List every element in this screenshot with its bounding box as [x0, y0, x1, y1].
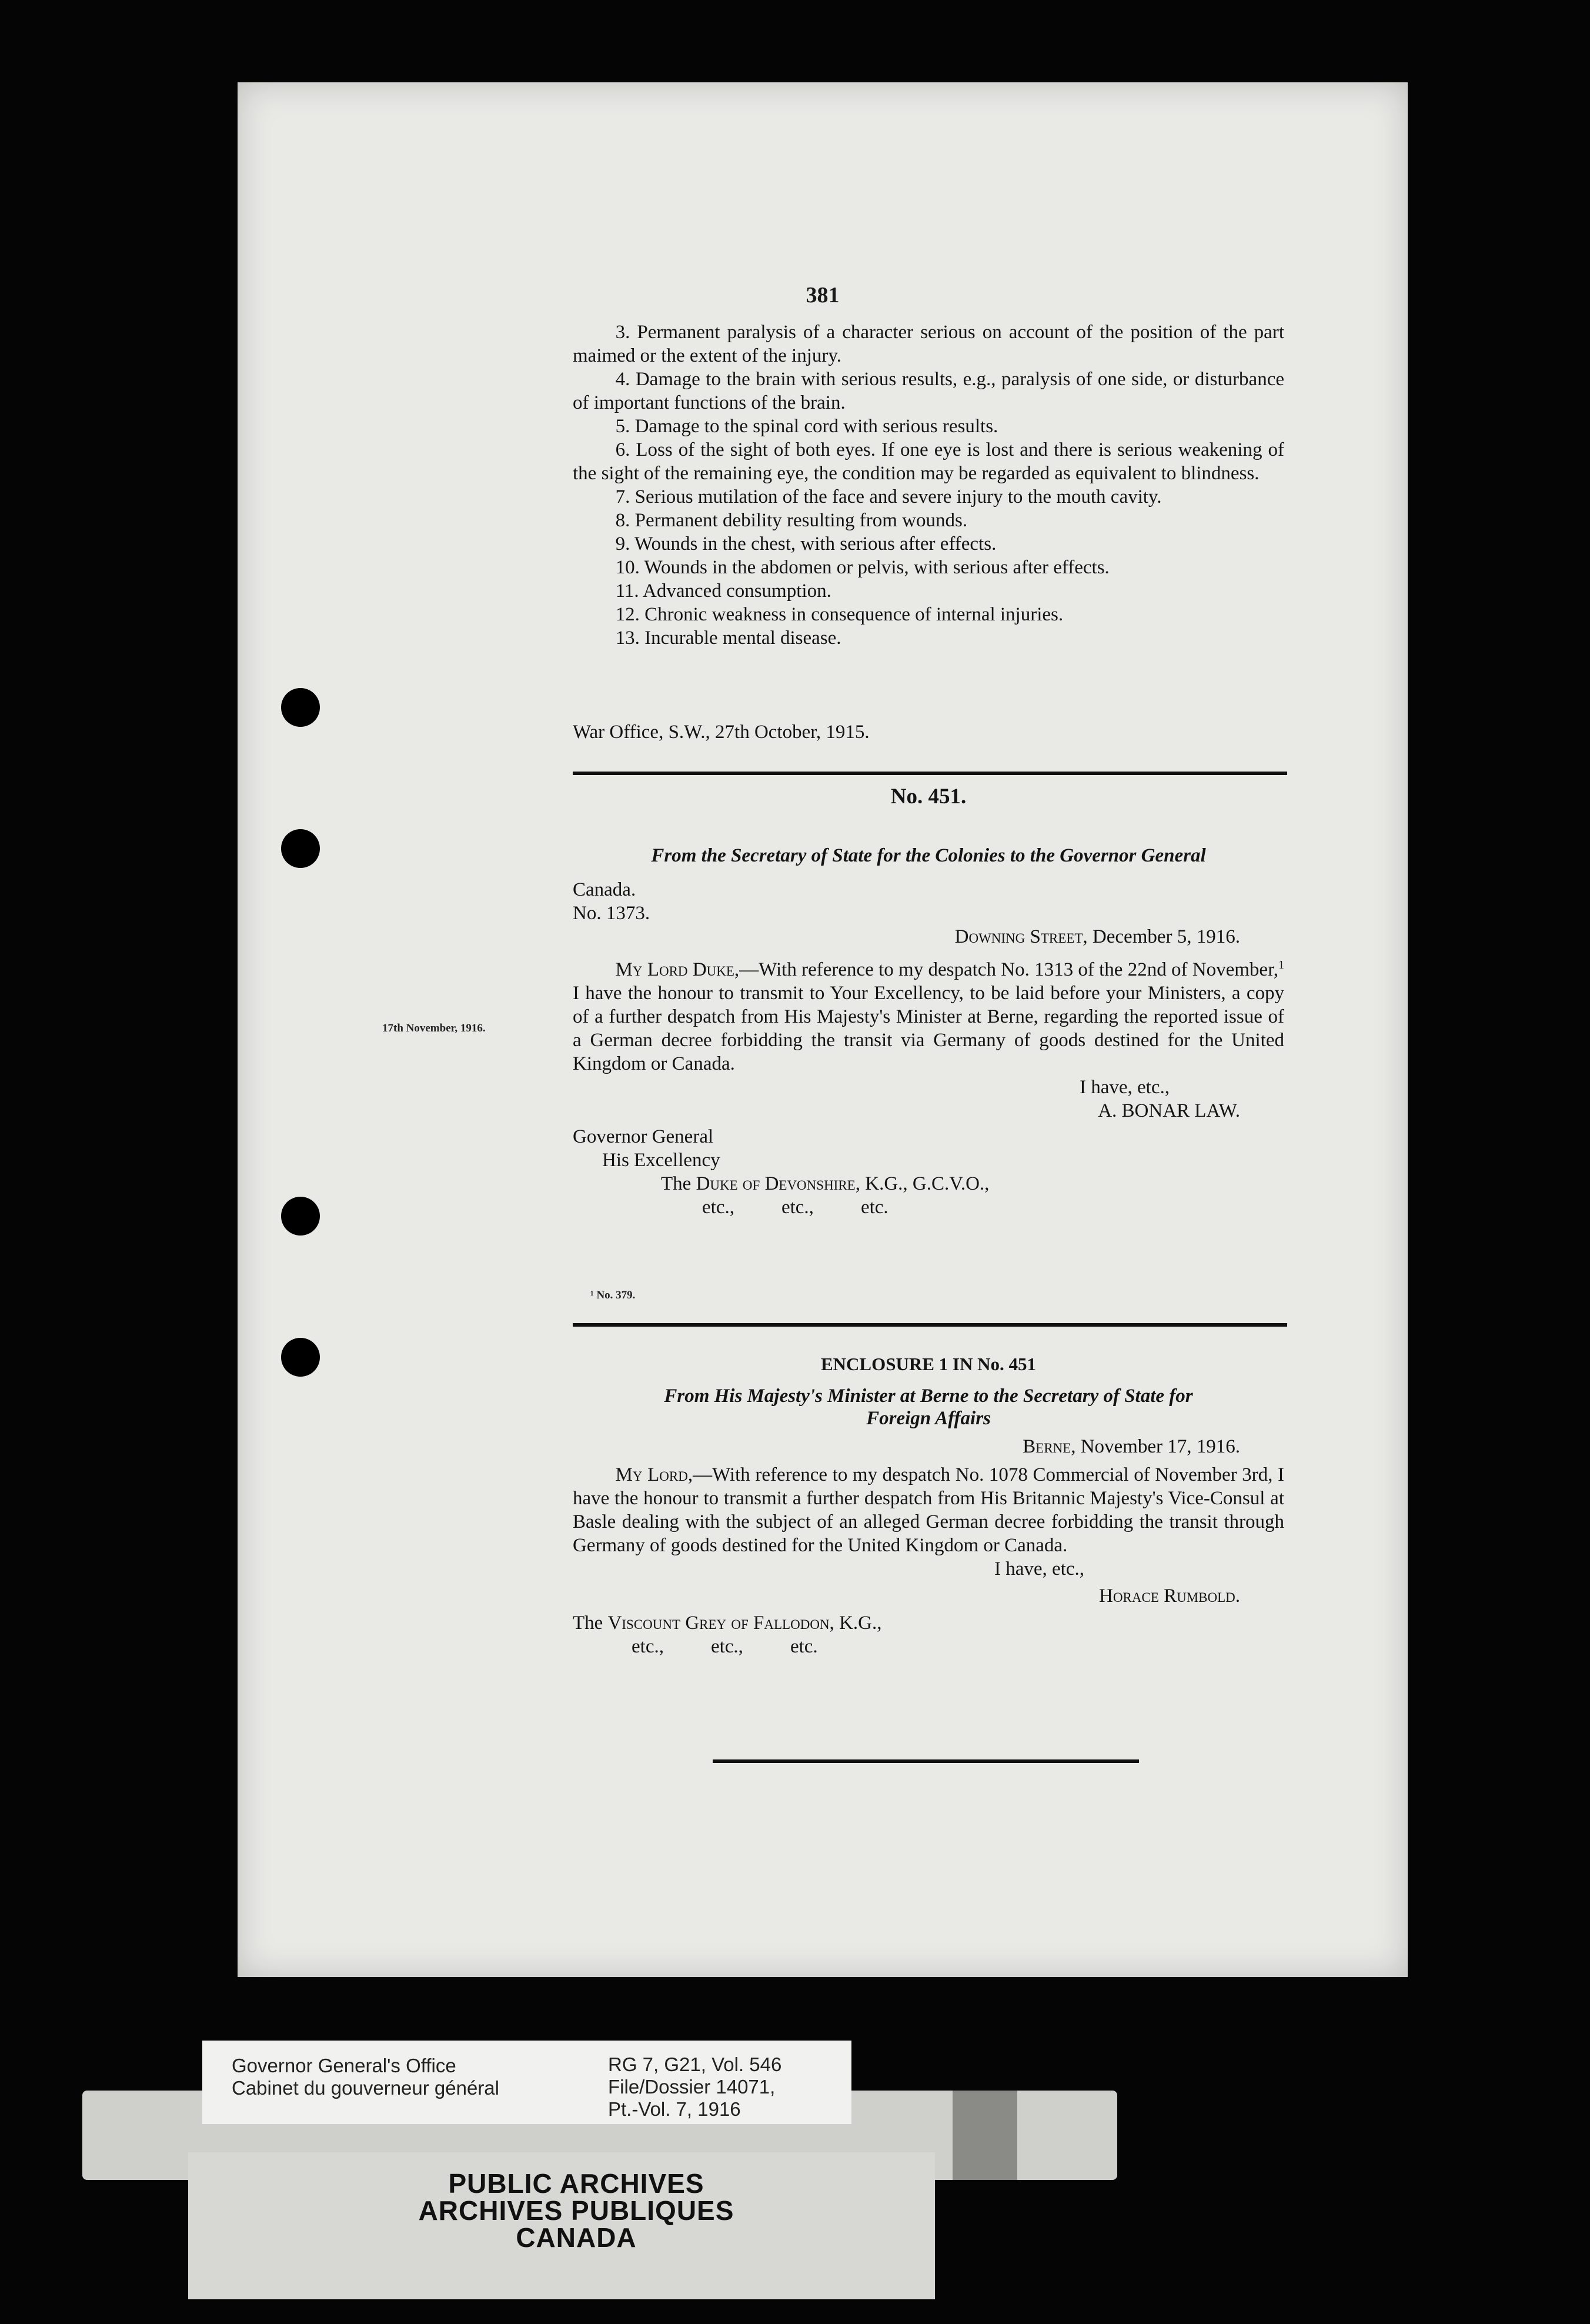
address-line: Governor General — [573, 1126, 714, 1147]
list-item: 5. Damage to the spinal cord with serious results. — [615, 416, 998, 437]
enclosure-title: Foreign Affairs — [866, 1408, 991, 1429]
war-office-line — [573, 720, 1284, 744]
body-part: —With reference to my despatch No. 1313 of the 22nd of November, — [739, 959, 1278, 980]
archive-reference-label — [202, 2041, 851, 2124]
list-item: 4. Damage to the brain with serious results, e.g., paralysis of one side, or disturbance of important functions of the brain. — [573, 369, 1284, 413]
stamp-line: PUBLIC ARCHIVES — [448, 2168, 704, 2199]
footnote: ¹ No. 379. — [590, 1289, 636, 1301]
list-item: 11. Advanced consumption. — [615, 580, 831, 602]
reference-numbers — [608, 2053, 781, 2121]
injury-list — [573, 320, 1284, 650]
list-item: 8. Permanent debility resulting from wounds. — [615, 510, 968, 531]
despatch-body — [573, 953, 1284, 1076]
margin-note: 17th November, 1916. — [382, 1022, 486, 1034]
footnote-marker: 1 — [1278, 959, 1284, 971]
reference-line: Pt.-Vol. 7, 1916 — [608, 2098, 741, 2120]
archive-stamp — [388, 2170, 764, 2251]
document-page — [238, 82, 1408, 1977]
closing: I have, etc., — [1080, 1077, 1170, 1098]
article: The — [573, 1612, 608, 1634]
etc: etc., — [710, 1636, 743, 1657]
label-strip-end — [953, 2091, 1017, 2180]
honours: K.G., G.C.V.O., — [860, 1173, 990, 1194]
end-divider — [713, 1759, 1139, 1763]
body-part: I have the honour to transmit to Your Excellency, to be laid before your Ministers, a copy of a further despatch from His Majesty's Minister at Berne, regarding the reported issue of a German decree forbidding the transit via Germany of goods destined for the United Kingdom or Canada. — [573, 983, 1284, 1074]
etc-line — [573, 1635, 1284, 1658]
stamp-line: CANADA — [516, 2222, 637, 2253]
despatch-date-line — [573, 925, 1284, 949]
etc-line — [573, 1196, 1284, 1219]
office-name-fr: Cabinet du gouverneur général — [232, 2077, 499, 2099]
etc: etc., — [702, 1197, 734, 1218]
address-line: His Excellency — [602, 1150, 720, 1171]
section-divider — [573, 772, 1287, 775]
punch-hole — [281, 829, 320, 868]
punch-hole — [281, 688, 320, 727]
recipient-number: No. 1373. — [573, 903, 650, 924]
list-item: 12. Chronic weakness in consequence of internal injuries. — [615, 604, 1064, 625]
address-name-line — [573, 1172, 1284, 1196]
place: Berne, — [1023, 1436, 1076, 1457]
etc: etc., — [781, 1197, 814, 1218]
place: Downing Street, — [954, 926, 1088, 947]
punch-hole — [281, 1197, 320, 1236]
signature: A. BONAR LAW. — [1098, 1100, 1240, 1121]
article: The — [661, 1173, 696, 1194]
enclosure-date-line — [573, 1435, 1284, 1458]
closing: I have, etc., — [994, 1558, 1084, 1580]
list-item: 13. Incurable mental disease. — [615, 627, 841, 649]
page-number: 381 — [806, 283, 840, 308]
salutation: My Lord Duke, — [615, 959, 740, 980]
date: December 5, 1916. — [1092, 926, 1240, 947]
despatch-heading: No. 451. — [890, 784, 967, 809]
signature: Horace Rumbold. — [1099, 1585, 1240, 1607]
list-item: 7. Serious mutilation of the face and severe injury to the mouth cavity. — [615, 486, 1162, 507]
reference-line: File/Dossier 14071, — [608, 2076, 776, 2098]
list-item: 6. Loss of the sight of both eyes. If one eye is lost and there is serious weakening of the sight of the remaining eye, the condition may be regarded as equivalent to blindness. — [573, 439, 1284, 484]
list-item: 9. Wounds in the chest, with serious after effects. — [615, 533, 997, 555]
punch-hole — [281, 1338, 320, 1377]
enclosure-body — [573, 1463, 1284, 1557]
addressee-name: Duke of Devonshire, — [696, 1173, 860, 1194]
addressee-name: Viscount Grey of Fallodon, — [607, 1612, 834, 1634]
office-name — [232, 2055, 499, 2099]
address-name-line — [573, 1611, 1284, 1635]
despatch-block — [573, 844, 1284, 1219]
reference-line: RG 7, G21, Vol. 546 — [608, 2053, 782, 2075]
body-part: —With reference to my despatch No. 1078 Commercial of November 3rd, I have the honour to transmit a further despatch from His Britannic Majesty's Vice-Consul at Basle dealing with the subject of an alleged German decree forbidding the transit through Germany of goods destined for the United Kingdom or Canada. — [573, 1464, 1284, 1556]
recipient-line: Canada. — [573, 879, 636, 900]
etc: etc. — [860, 1197, 888, 1218]
section-divider — [573, 1323, 1287, 1327]
despatch-heading-block — [573, 785, 1284, 809]
despatch-title: From the Secretary of State for the Colonies to the Governor General — [651, 845, 1206, 866]
honours: K.G., — [834, 1612, 882, 1634]
enclosure-block — [573, 1353, 1284, 1658]
date: November 17, 1916. — [1080, 1436, 1240, 1457]
etc: etc. — [790, 1636, 818, 1657]
enclosure-title: From His Majesty's Minister at Berne to the Secretary of State for — [664, 1385, 1193, 1407]
stamp-line: ARCHIVES PUBLIQUES — [418, 2195, 734, 2226]
enclosure-heading: ENCLOSURE 1 IN No. 451 — [820, 1354, 1037, 1374]
office-name-en: Governor General's Office — [232, 2055, 456, 2076]
list-item: 3. Permanent paralysis of a character serious on account of the position of the part maimed or the extent of the injury. — [573, 322, 1284, 366]
salutation: My Lord, — [615, 1464, 693, 1485]
war-office-text: War Office, S.W., 27th October, 1915. — [573, 722, 870, 743]
etc: etc., — [632, 1636, 664, 1657]
list-item: 10. Wounds in the abdomen or pelvis, with serious after effects. — [615, 557, 1110, 578]
